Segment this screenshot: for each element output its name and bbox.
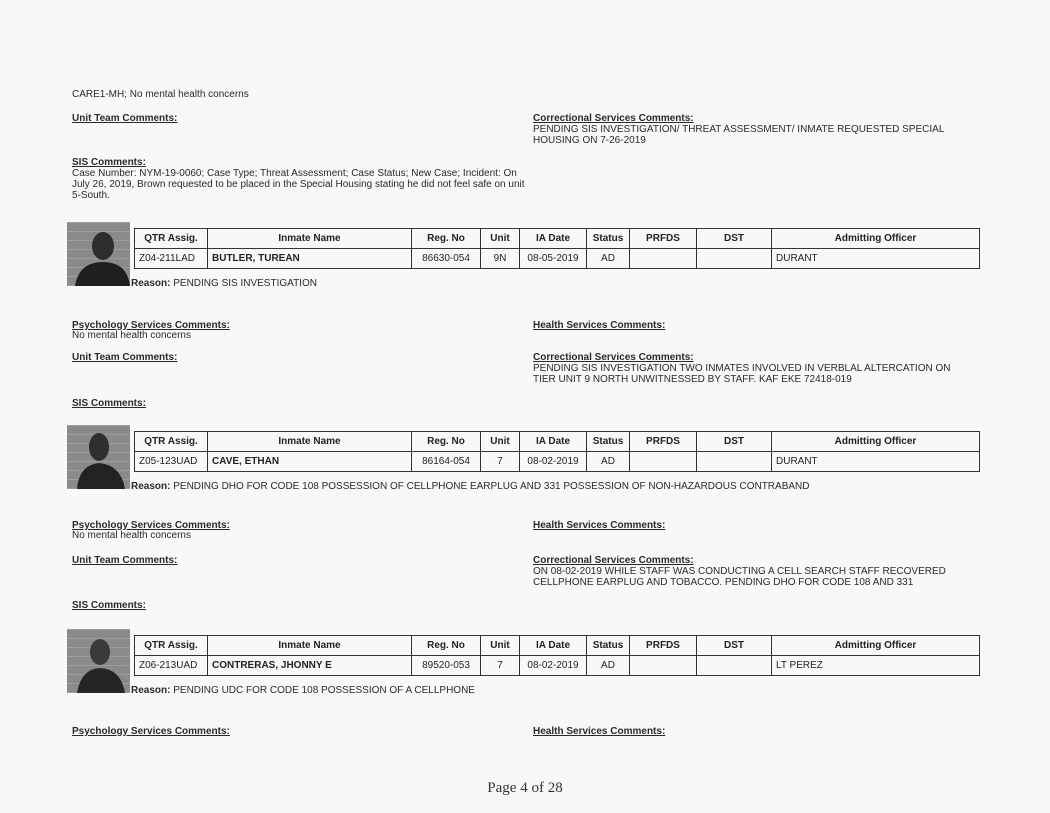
cell-status: AD	[587, 656, 630, 676]
cell-name: CAVE, ETHAN	[208, 452, 412, 472]
cell-qtr: Z06-213UAD	[135, 656, 208, 676]
table-row	[135, 249, 980, 269]
col-reg: Reg. No	[412, 229, 481, 249]
psych-header: Psychology Services Comments:	[72, 320, 230, 331]
correctional-header: Correctional Services Comments:	[533, 113, 694, 124]
cell-reg: 86164-054	[412, 452, 481, 472]
cell-prfds	[630, 249, 697, 269]
cell-qtr: Z04-211LAD	[135, 249, 208, 269]
person-silhouette-icon	[67, 425, 130, 489]
health-header: Health Services Comments:	[533, 320, 666, 331]
inmate-table	[134, 431, 980, 472]
person-silhouette-icon	[67, 629, 130, 693]
inmate-photo	[67, 425, 130, 489]
col-prfds: PRFDS	[630, 432, 697, 452]
inmate-table	[134, 635, 980, 676]
cell-ia-date: 08-02-2019	[520, 452, 587, 472]
cell-status: AD	[587, 249, 630, 269]
correctional-text: PENDING SIS INVESTIGATION/ THREAT ASSESSMENT/ INMATE REQUESTED SPECIAL HOUSING ON 7-26-2019	[533, 124, 945, 146]
col-name: Inmate Name	[208, 229, 412, 249]
reason-line	[131, 278, 317, 289]
correctional-text: PENDING SIS INVESTIGATION TWO INMATES INVOLVED IN VERBLAL ALTERCATION ON TIER UNIT 9 NORTH UNWITNESSED BY STAFF. KAF EKE 72418-019	[533, 363, 951, 385]
col-qtr: QTR Assig.	[135, 636, 208, 656]
sis-header: SIS Comments:	[72, 157, 146, 168]
person-silhouette-icon	[67, 222, 130, 286]
correctional-header: Correctional Services Comments:	[533, 555, 694, 566]
correctional-text: ON 08-02-2019 WHILE STAFF WAS CONDUCTING A CELL SEARCH STAFF RECOVERED CELLPHONE EARPLUG AND TOBACCO. PENDING DHO FOR CODE 108 AND 331	[533, 566, 946, 588]
col-prfds: PRFDS	[630, 636, 697, 656]
psych-header: Psychology Services Comments:	[72, 726, 230, 737]
col-unit: Unit	[481, 636, 520, 656]
cell-dst	[697, 249, 772, 269]
inmate-photo	[67, 629, 130, 693]
cell-officer: DURANT	[772, 249, 980, 269]
inmate-photo	[67, 222, 130, 286]
reason-text: PENDING SIS INVESTIGATION	[173, 278, 317, 289]
col-unit: Unit	[481, 432, 520, 452]
reason-line	[131, 685, 475, 696]
page-number: Page 4 of 28	[487, 780, 563, 796]
col-qtr: QTR Assig.	[135, 432, 208, 452]
cell-status: AD	[587, 452, 630, 472]
care-line: CARE1-MH; No mental health concerns	[72, 89, 249, 100]
health-header: Health Services Comments:	[533, 520, 666, 531]
cell-ia-date: 08-02-2019	[520, 656, 587, 676]
psych-text: No mental health concerns	[72, 530, 191, 541]
col-status: Status	[587, 432, 630, 452]
col-dst: DST	[697, 636, 772, 656]
cell-reg: 86630-054	[412, 249, 481, 269]
reason-text: PENDING DHO FOR CODE 108 POSSESSION OF CELLPHONE EARPLUG AND 331 POSSESSION OF NON-HAZARDOUS CONTRABAND	[173, 481, 810, 492]
cell-prfds	[630, 656, 697, 676]
col-officer: Admitting Officer	[772, 636, 980, 656]
cell-unit: 7	[481, 656, 520, 676]
cell-officer: DURANT	[772, 452, 980, 472]
cell-officer: LT PEREZ	[772, 656, 980, 676]
reason-label: Reason:	[131, 481, 171, 492]
col-prfds: PRFDS	[630, 229, 697, 249]
reason-label: Reason:	[131, 685, 171, 696]
col-dst: DST	[697, 432, 772, 452]
cell-ia-date: 08-05-2019	[520, 249, 587, 269]
unit-team-header: Unit Team Comments:	[72, 555, 178, 566]
col-ia-date: IA Date	[520, 432, 587, 452]
table-row	[135, 452, 980, 472]
psych-header: Psychology Services Comments:	[72, 520, 230, 531]
table-header-row	[135, 229, 980, 249]
col-ia-date: IA Date	[520, 636, 587, 656]
reason-line	[131, 481, 809, 492]
col-dst: DST	[697, 229, 772, 249]
col-unit: Unit	[481, 229, 520, 249]
sis-text: Case Number: NYM-19-0060; Case Type; Threat Assessment; Case Status; New Case; Incident: On July 26, 2019, Brown requested to be placed in the Special Housing stating he did not feel safe on unit 5-South.	[72, 168, 525, 201]
unit-team-header: Unit Team Comments:	[72, 113, 178, 124]
cell-prfds	[630, 452, 697, 472]
sis-header: SIS Comments:	[72, 600, 146, 611]
cell-name: CONTRERAS, JHONNY E	[208, 656, 412, 676]
cell-reg: 89520-053	[412, 656, 481, 676]
col-officer: Admitting Officer	[772, 229, 980, 249]
cell-name: BUTLER, TUREAN	[208, 249, 412, 269]
cell-dst	[697, 452, 772, 472]
sis-header: SIS Comments:	[72, 398, 146, 409]
cell-qtr: Z05-123UAD	[135, 452, 208, 472]
inmate-table	[134, 228, 980, 269]
reason-text: PENDING UDC FOR CODE 108 POSSESSION OF A CELLPHONE	[173, 685, 475, 696]
col-status: Status	[587, 229, 630, 249]
col-name: Inmate Name	[208, 636, 412, 656]
health-header: Health Services Comments:	[533, 726, 666, 737]
cell-dst	[697, 656, 772, 676]
psych-text: No mental health concerns	[72, 330, 191, 341]
col-officer: Admitting Officer	[772, 432, 980, 452]
col-name: Inmate Name	[208, 432, 412, 452]
cell-unit: 7	[481, 452, 520, 472]
reason-label: Reason:	[131, 278, 171, 289]
col-status: Status	[587, 636, 630, 656]
correctional-header: Correctional Services Comments:	[533, 352, 694, 363]
cell-unit: 9N	[481, 249, 520, 269]
col-ia-date: IA Date	[520, 229, 587, 249]
unit-team-header: Unit Team Comments:	[72, 352, 178, 363]
col-reg: Reg. No	[412, 636, 481, 656]
table-header-row	[135, 432, 980, 452]
table-header-row	[135, 636, 980, 656]
table-row	[135, 656, 980, 676]
col-qtr: QTR Assig.	[135, 229, 208, 249]
col-reg: Reg. No	[412, 432, 481, 452]
